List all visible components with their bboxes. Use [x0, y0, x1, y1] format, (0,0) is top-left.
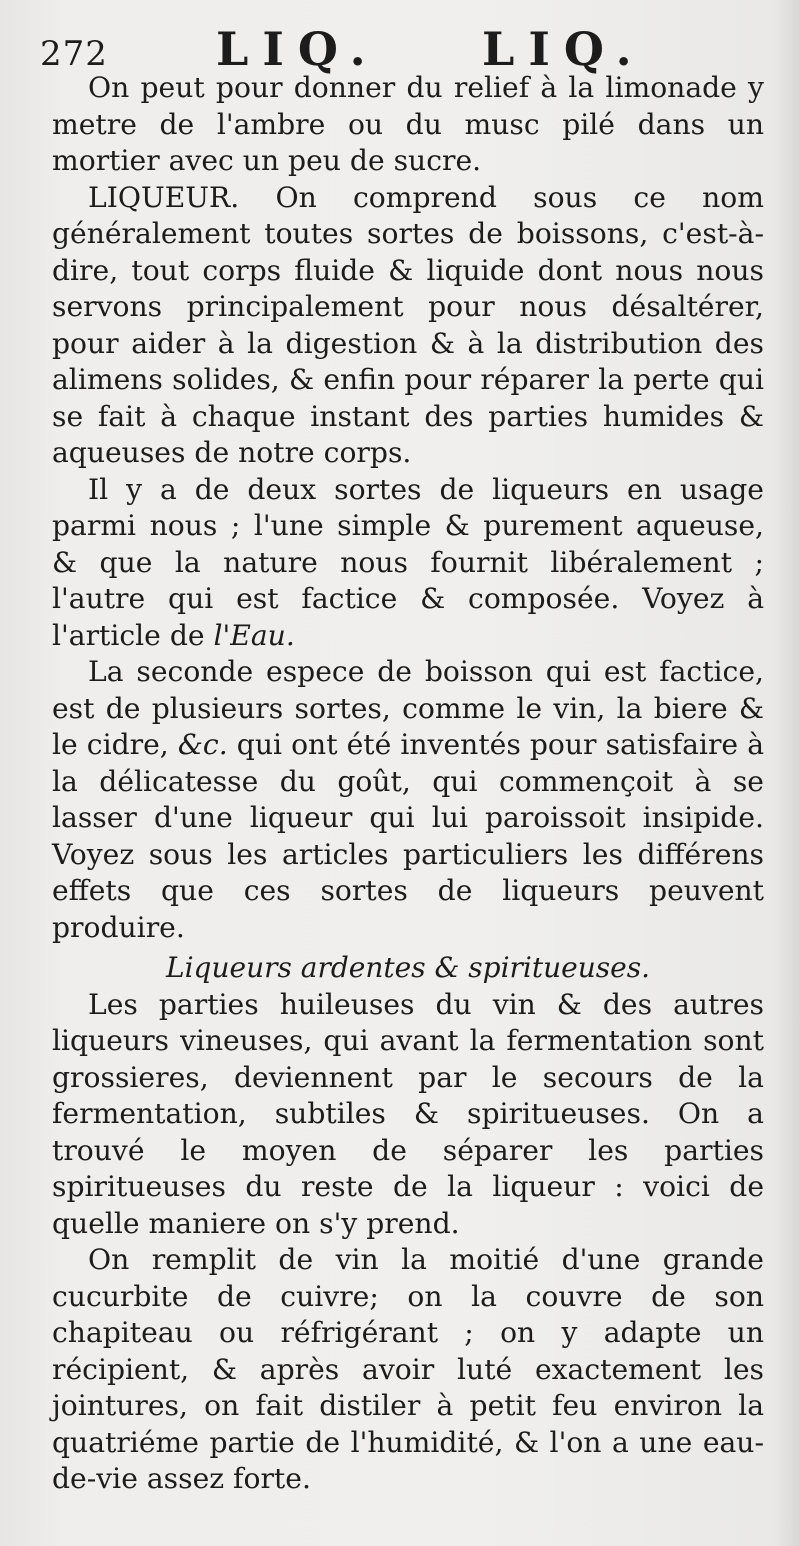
paragraph-text: On remplit de vin la moitié d'une grande cucurbite de cuivre; on la couvre de son chapiteau ou réfrigérant ; on y adapte un récipient, & après avoir luté exactement les jointures, on fait distiler à petit feu environ la quatriéme partie de l'humidité, & l'on a une eau-de-vie assez forte. [52, 1243, 764, 1495]
paragraph-text: qui ont été inventés pour satisfaire à la délicatesse du goût, qui commençoit à se lasser d'une liqueur qui lui paroissoit insipide. Voyez sous les articles particuliers les différens effets que ces sortes de liqueurs peuvent produire. [52, 728, 764, 944]
paragraph-two-sorts [52, 472, 764, 655]
page-edge-shadow [774, 0, 800, 1546]
paragraph-text: On peut pour donner du relief à la limonade y metre de l'ambre ou du musc pilé dans un mortier avec un peu de sucre. [52, 71, 764, 177]
cross-reference-eau: l'Eau. [213, 618, 295, 652]
paragraph-cucurbite [52, 1242, 764, 1498]
running-head-left: LIQ. [216, 22, 380, 76]
paragraph-text: Les parties huileuses du vin & des autres liqueurs vineuses, qui avant la fermentation sont grossieres, deviennent par le secours de la fermentation, subtiles & spiritueuses. On a trouvé le moyen de séparer les parties spiritueuses du reste de la liqueur : voici de quelle maniere on s'y prend. [52, 987, 764, 1240]
etc-abbreviation: &c. [177, 728, 228, 761]
running-head-right: LIQ. [482, 22, 646, 76]
paragraph-limonade [52, 70, 764, 180]
paragraph-parties-huileuses [52, 987, 764, 1243]
paragraph-text: On comprend sous ce nom généralement toutes sortes de boissons, c'est-à-dire, tout corps fluide & liquide dont nous nous servons principalement pour nous désaltérer, pour aider à la digestion & à la distribution des alimens solides, & enfin pour réparer la perte qui se fait à chaque instant des parties humides & aqueuses de notre corps. [52, 180, 764, 469]
section-subheading: Liqueurs ardentes & spiritueuses. [166, 951, 650, 984]
paragraph-seconde-espece [52, 654, 764, 946]
paragraph-liqueur-definition [52, 180, 764, 472]
page-number: 272 [40, 34, 108, 74]
paragraph-text: Il y a de deux sortes de liqueurs en usage parmi nous ; l'une simple & purement aqueuse, & que la nature nous fournit libéralement ; l'autre qui est factice & composée. Voyez à l'article de [52, 472, 764, 652]
body-text [52, 70, 764, 1498]
paragraph-text: La seconde espece de boisson qui est factice, est de plusieurs sortes, comme le vin, la biere & le cidre, [52, 655, 764, 761]
entry-headword: LIQUEUR. [88, 180, 240, 214]
